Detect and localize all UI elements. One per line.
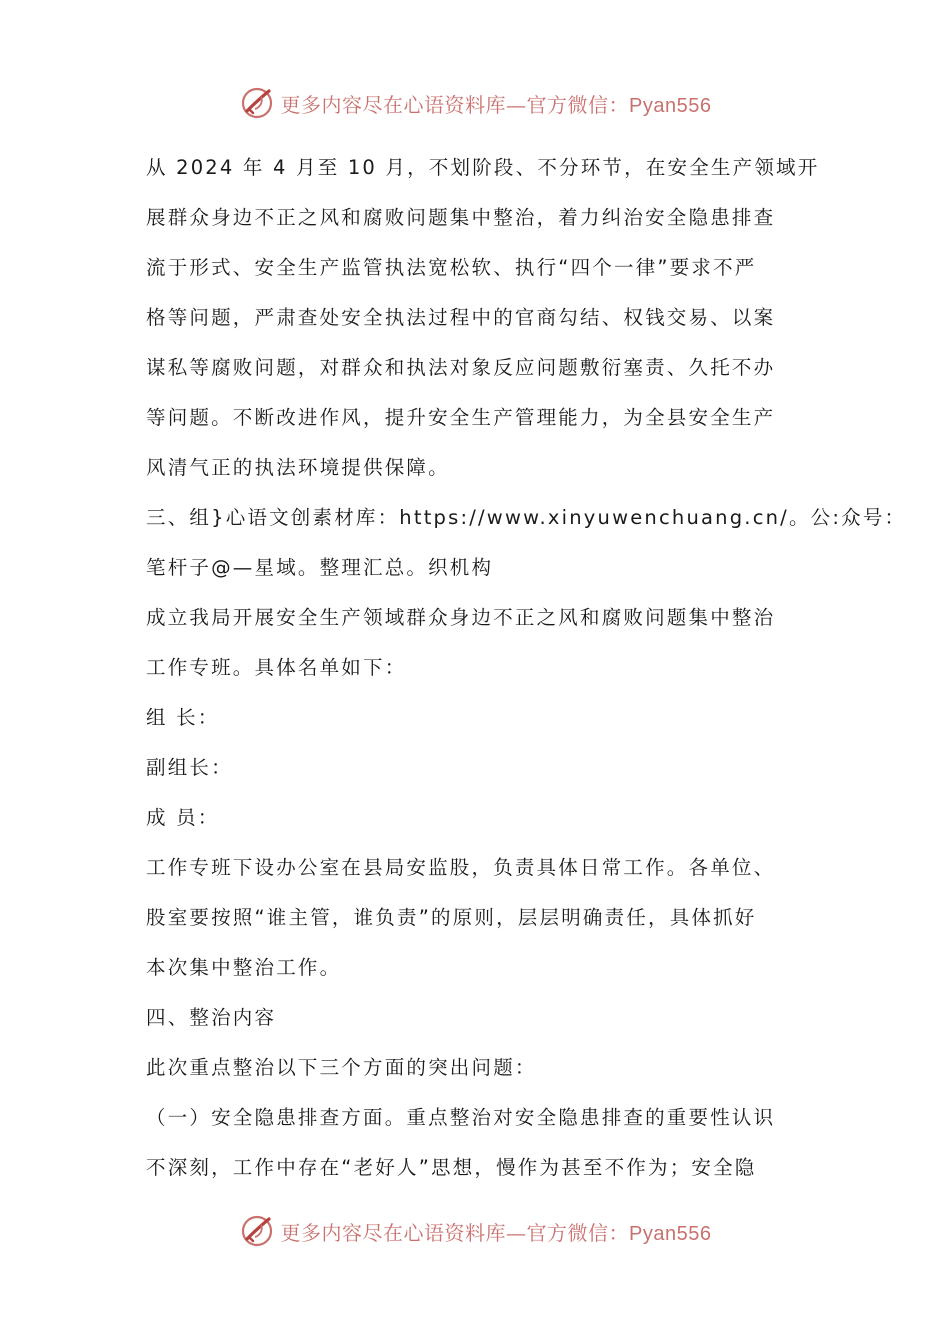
header-banner-text: [281, 89, 712, 118]
role-deputy-leader: 副组长：: [146, 756, 233, 779]
text-line: 流于形式、安全生产监管执法宽松软、执行“四个一律”要求不严: [146, 256, 757, 279]
text-line: 格等问题，严肃查处安全执法过程中的官商勾结、权钱交易、以案: [146, 306, 776, 329]
header-banner-wechat: Pyan556: [629, 94, 712, 117]
text-line: 从 2024 年 4 月至 10 月，不划阶段、不分环节，在安全生产领域开: [146, 156, 820, 179]
footer-banner-text: [281, 1217, 712, 1246]
role-leader: 组 长：: [146, 706, 220, 729]
text-line: 不深刻，工作中存在“老好人”思想，慢作为甚至不作为；安全隐: [146, 1156, 757, 1179]
section-heading: 四、整治内容: [146, 1006, 277, 1029]
footer-banner-label: 更多内容尽在心语资料库—官方微信：: [280, 1220, 630, 1245]
text-line: 等问题。不断改进作风，提升安全生产管理能力，为全县安全生产: [146, 406, 776, 429]
header-banner-inner: [239, 85, 712, 121]
footer-banner-inner: [239, 1213, 712, 1249]
pen-logo-icon: [239, 1213, 275, 1249]
text-line: 成立我局开展安全生产领域群众身边不正之风和腐败问题集中整治: [146, 606, 776, 629]
text-line: （一）安全隐患排查方面。重点整治对安全隐患排查的重要性认识: [146, 1106, 776, 1129]
text-line: 本次集中整治工作。: [146, 956, 342, 979]
header-banner: [0, 78, 950, 128]
section-heading: 三、组}心语文创素材库：https://www.xinyuwenchuang.cn/。公:众号：: [146, 506, 907, 529]
footer-banner: [0, 1206, 950, 1256]
text-line: 工作专班。具体名单如下：: [146, 656, 407, 679]
document-body: [146, 143, 907, 1193]
text-line: 股室要按照“谁主管，谁负责”的原则，层层明确责任，具体抓好: [146, 906, 757, 929]
text-line: 工作专班下设办公室在县局安监股，负责具体日常工作。各单位、: [146, 856, 776, 879]
pen-logo-icon: [239, 85, 275, 121]
text-line: 展群众身边不正之风和腐败问题集中整治，着力纠治安全隐患排查: [146, 206, 776, 229]
text-line: 风清气正的执法环境提供保障。: [146, 456, 450, 479]
footer-banner-wechat: Pyan556: [629, 1222, 712, 1245]
text-line: 此次重点整治以下三个方面的突出问题：: [146, 1056, 537, 1079]
header-banner-label: 更多内容尽在心语资料库—官方微信：: [280, 92, 630, 117]
text-line: 谋私等腐败问题，对群众和执法对象反应问题敷衍塞责、久托不办: [146, 356, 776, 379]
text-line: 笔杆子@—星域。整理汇总。织机构: [146, 556, 494, 579]
role-members: 成 员：: [146, 806, 220, 829]
